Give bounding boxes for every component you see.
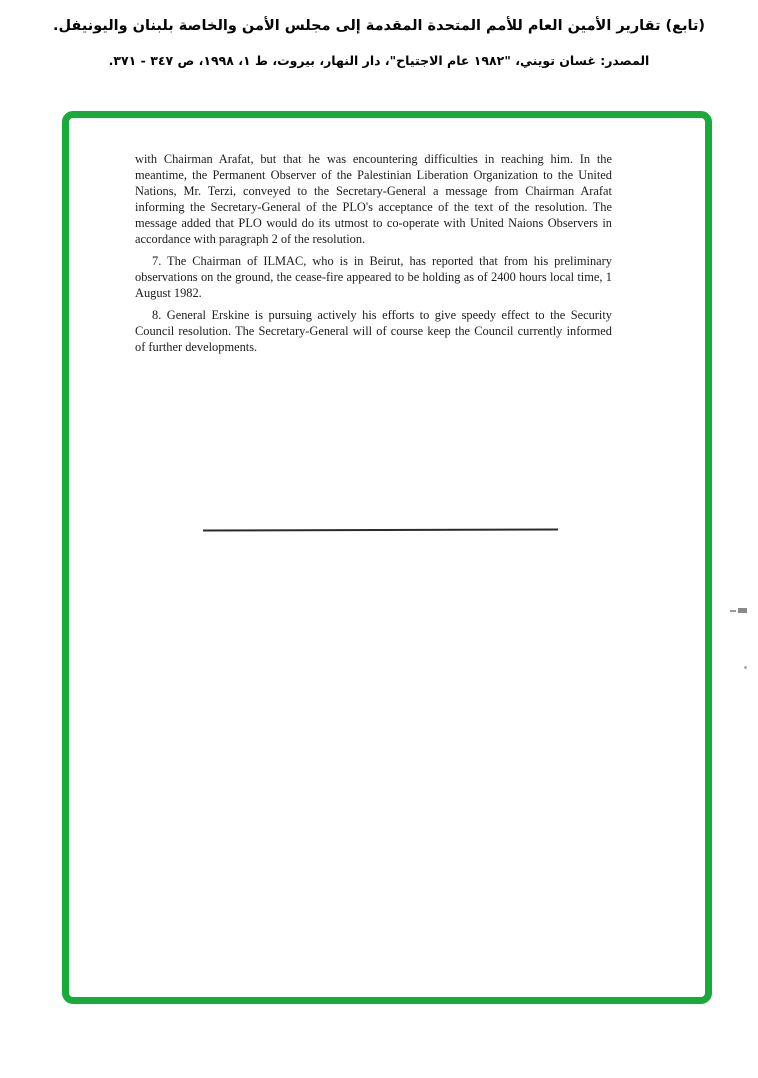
paragraph-7: 7. The Chairman of ILMAC, who is in Beirut, has reported that from his preliminary observations on the ground, the cease-fire appeared to be holding as of 2400 hours local time, 1 August 1982. [135,254,612,300]
paragraph-8: 8. General Erskine is pursuing actively his efforts to give speedy effect to the Security Council resolution. The Secretary-General will of course keep the Council currently informed of further developments. [135,308,612,354]
arabic-header-title: (تابع) تقارير الأمين العام للأمم المتحدة المقدمة إلى مجلس الأمن والخاصة بلبنان واليونيفل. [52,18,706,34]
arabic-header-source-citation: المصدر: غسان تويني، "١٩٨٢ عام الاجتياح"، دار النهار، بيروت، ط ١، ١٩٩٨، ص ٣٤٧ - ٣٧١. [108,53,650,68]
scan-speck-marks [730,608,748,613]
document-text-block [135,151,612,361]
scan-speck-dot [744,666,747,669]
scan-speck-block [738,608,747,613]
paragraph-continuation: with Chairman Arafat, but that he was encountering difficulties in reaching him. In the meantime, the Permanent Observer of the Palestinian Liberation Organization to the United Nations, Mr. Terzi, conveyed to the Secretary-General a message from Chairman Arafat informing the Secretary-General of the PLO's acceptance of the text of the resolution. The message added that PLO would do its utmost to co-operate with United Naions Observers in accordance with paragraph 2 of the resolution. [135,152,612,246]
scan-speck-dash [730,610,736,612]
